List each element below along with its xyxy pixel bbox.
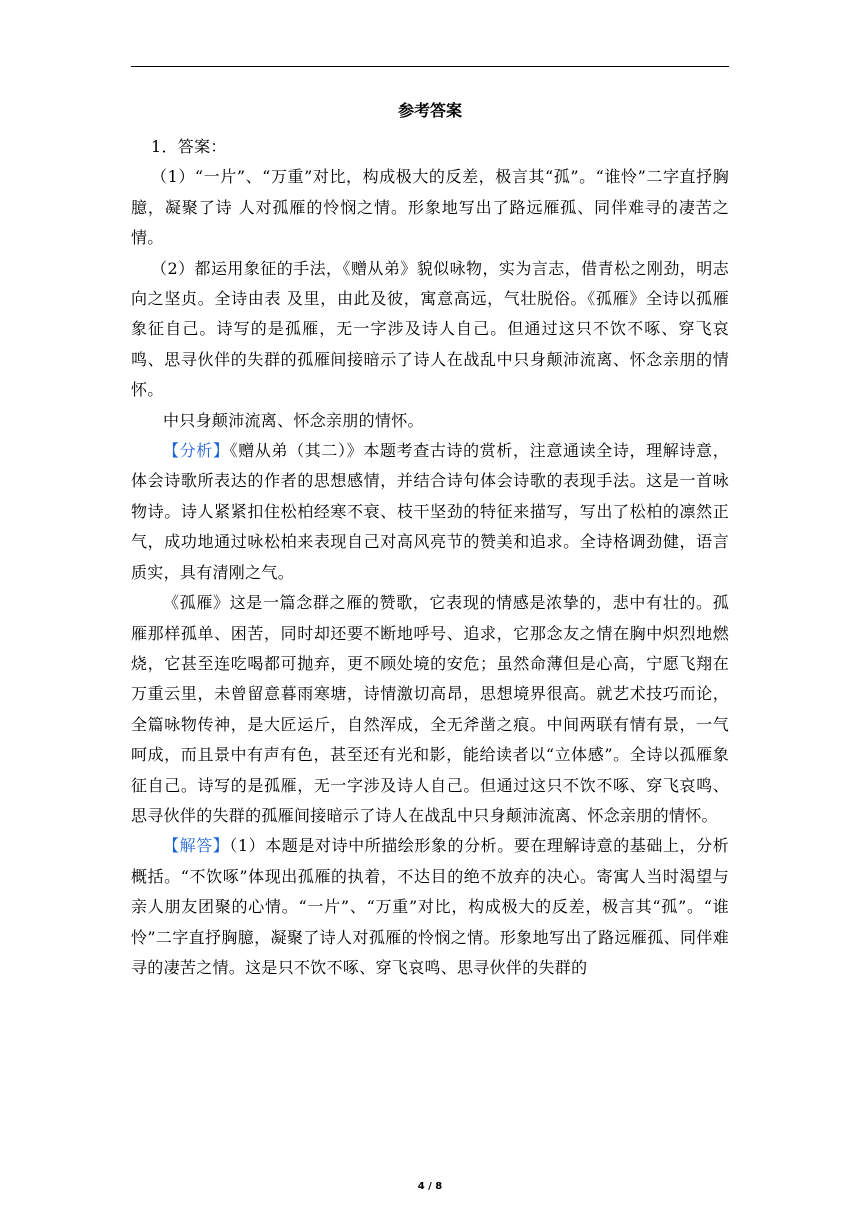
answer-part-1: （1）“一片”、“万重”对比，构成极大的反差，极言其“孤”。“谁怜”二字直抒胸臆，凝聚了诗 人对孤雁的怜悯之情。形象地写出了路远雁孤、同伴难寻的凄苦之情。 — [131, 167, 729, 248]
answer-content — [131, 96, 729, 983]
analysis-tag: 【分析】 — [163, 441, 230, 461]
solution-paragraph-1 — [131, 831, 729, 983]
header-rule — [131, 66, 729, 67]
page-title: 参考答案 — [397, 101, 462, 120]
analysis-paragraph-1 — [131, 436, 729, 588]
analysis-text-1: 《赠从弟（其二）》本题考查古诗的赏析，注意通读全诗，理解诗意，体会诗歌所表达的作者的思想感情，并结合诗句体会诗歌的表现手法。这是一首咏物诗。诗人紧紧扣住松柏经寒不衰、枝干坚劲的特征来描写，写出了松柏的凛然正气，成功地通过咏松柏来表现自己对高风亮节的赞美和追求。全诗格调劲健，语言质实，具有清刚之气。 — [131, 441, 729, 582]
solution-text-1: （1）本题是对诗中所描绘形象的分析。要在理解诗意的基础上，分析概括。“不饮啄”体现出孤雁的执着，不达目的绝不放弃的决心。寄寓人当时渴望与亲人朋友团聚的心情。“一片”、“万重”对比，构成极大的反差，极言其“孤”。“谁怜”二字直抒胸臆，凝聚了诗人对孤雁的怜悯之情。形象地写出了路远雁孤、同伴难寻的凄苦之情。这是只不饮不啄、穿飞哀鸣、思寻伙伴的失群的 — [131, 836, 729, 977]
page-number: 4 / 8 — [417, 1181, 443, 1192]
answer-part-2: （2）都运用象征的手法，《赠从弟》貌似咏物，实为言志，借青松之刚劲，明志向之坚贞。全诗由表 及里，由此及彼，寓意高远，气壮脱俗。《孤雁》全诗以孤雁象征自己。诗写的是孤雁，无一字涉及诗人自己。但通过这只不饮不啄、穿飞哀鸣、思寻伙伴的失群的孤雁间接暗示了诗人在战乱中只身颠沛流离、怀念亲朋的情怀。 — [131, 258, 729, 400]
solution-tag: 【解答】 — [163, 836, 230, 856]
analysis-paragraph-2: 《孤雁》这是一篇念群之雁的赞歌，它表现的情感是浓挚的，悲中有壮的。孤雁那样孤单、困苦，同时却还要不断地呼号、追求，它那念友之情在胸中炽烈地燃烧，它甚至连吃喝都可抛弃，更不顾处境的安危；虽然命薄但是心高，宁愿飞翔在万重云里，未曾留意暮雨寒塘，诗情激切高昂，思想境界很高。就艺术技巧而论，全篇咏物传神，是大匠运斤，自然浑成，全无斧凿之痕。中间两联有情有景，一气呵成，而且景中有声有色，甚至还有光和影，能给读者以“立体感”。全诗以孤雁象征自己。诗写的是孤雁，无一字涉及诗人自己。但通过这只不饮不啄、穿飞哀鸣、思寻伙伴的失群的孤雁间接暗示了诗人在战乱中只身颠沛流离、怀念亲朋的情怀。 — [131, 593, 729, 825]
question-label: 1．答案： — [151, 137, 227, 156]
answer-part-2-tail: 中只身颠沛流离、怀念亲朋的情怀。 — [163, 410, 424, 430]
